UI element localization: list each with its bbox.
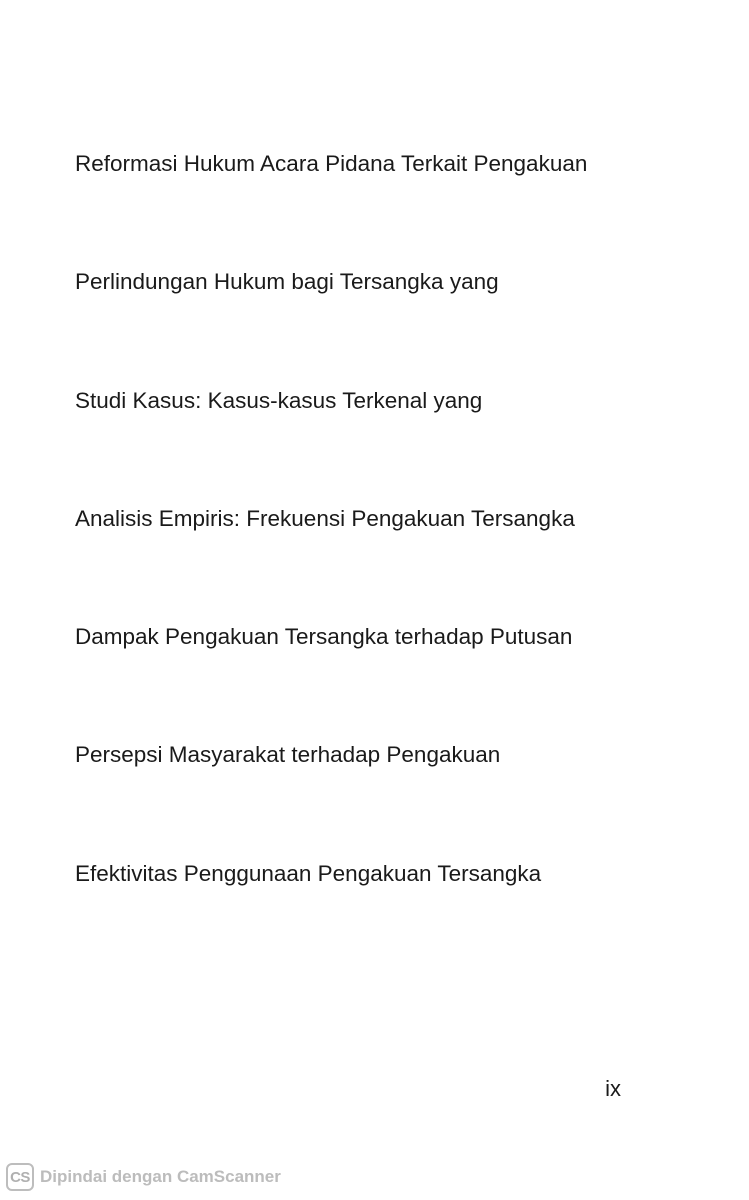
toc-chapter-title-line: Analisis Empiris: Frekuensi Pengakuan Tersangka [75, 506, 575, 531]
page-number: ix [605, 1076, 621, 1101]
camscanner-watermark [6, 1162, 281, 1192]
watermark-text: Dipindai dengan CamScanner [40, 1167, 281, 1186]
toc-chapter-title-line: Reformasi Hukum Acara Pidana Terkait Pengakuan [75, 151, 588, 176]
toc-chapter-title-line: Dampak Pengakuan Tersangka terhadap Putusan [75, 624, 573, 649]
camscanner-logo-icon: CS [6, 1163, 34, 1191]
toc-chapter-title-line: Efektivitas Penggunaan Pengakuan Tersangka [75, 861, 542, 886]
toc-chapter-title-line: Perlindungan Hukum bagi Tersangka yang [75, 269, 499, 294]
toc-chapter-title-line: Studi Kasus: Kasus-kasus Terkenal yang [75, 388, 483, 413]
toc-chapter-title-line: Persepsi Masyarakat terhadap Pengakuan [75, 742, 501, 767]
